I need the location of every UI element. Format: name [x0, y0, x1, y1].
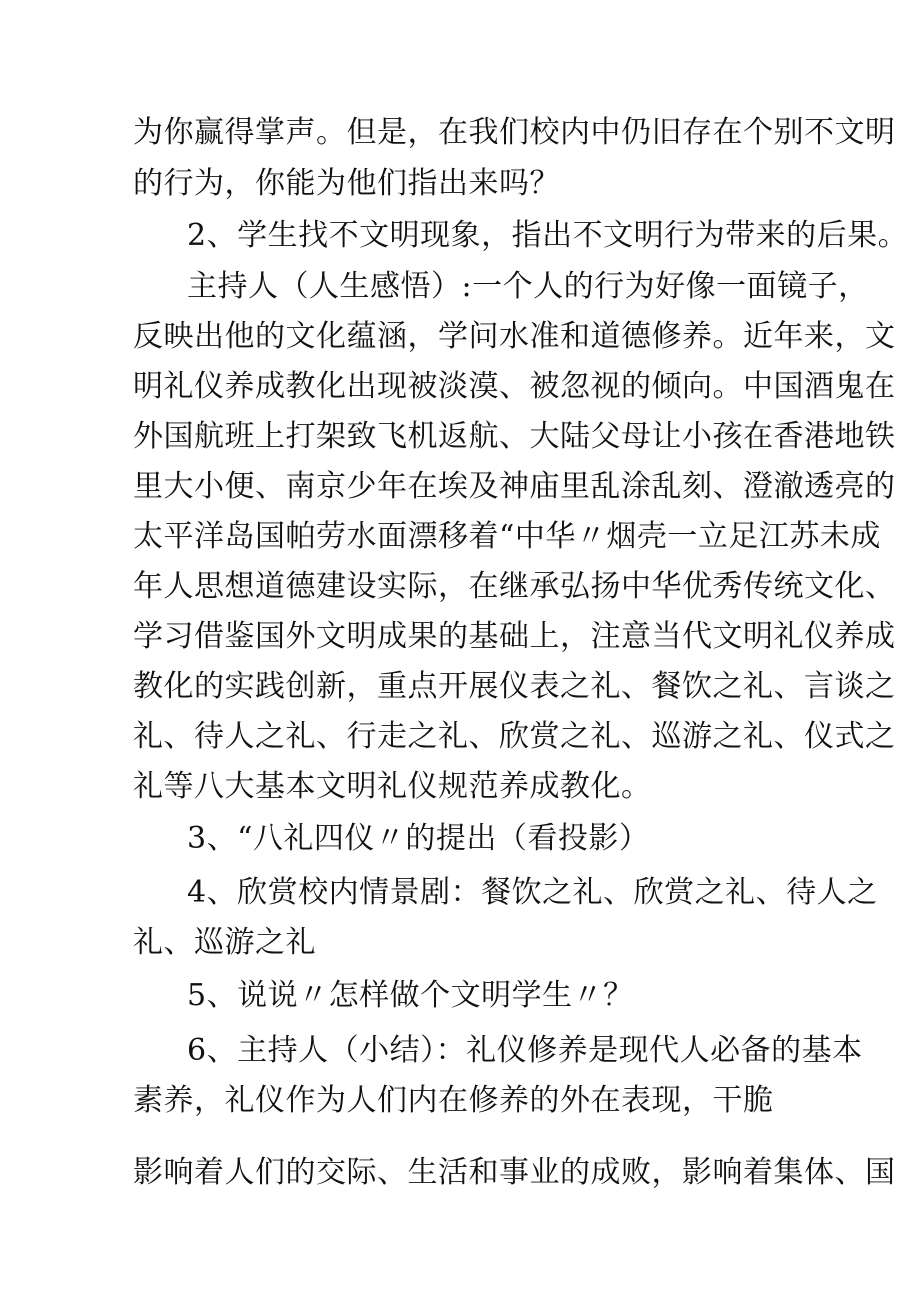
host-reflection-line: 主持人（人生感悟）:一个人的行为好像一面镜子， [187, 269, 869, 304]
paragraph-line: 礼、巡游之礼 [133, 925, 316, 960]
list-item-6: 6、主持人（小结）：礼仪修养是现代人必备的基本 [187, 1033, 863, 1068]
paragraph-line: 里大小便、南京少年在埃及神庙里乱涂乱刻、澄澈透亮的 [133, 469, 896, 504]
paragraph-line: 礼、待人之礼、行走之礼、欣赏之礼、巡游之礼、仪式之 [133, 719, 896, 754]
paragraph-line: 影响着人们的交际、生活和事业的成败，影响着集体、国 [133, 1155, 896, 1190]
paragraph-line: 为你赢得掌声。但是，在我们校内中仍旧存在个别不文明 [133, 115, 896, 150]
paragraph-line: 年人思想道德建设实际，在继承弘扬中华优秀传统文化、 [133, 569, 896, 604]
list-item-3: 3、“八礼四仪〃的提出（看投影） [187, 821, 650, 856]
paragraph-line: 学习借鉴国外文明成果的基础上，注意当代文明礼仪养成 [133, 619, 896, 654]
list-item-4: 4、欣赏校内情景剧：餐饮之礼、欣赏之礼、待人之 [187, 875, 878, 910]
list-item-5: 5、说说〃怎样做个文明学生〃？ [187, 978, 634, 1013]
paragraph-line: 反映出他的文化蕴涵，学问水准和道德修养。近年来，文 [133, 319, 896, 354]
paragraph-line: 礼等八大基本文明礼仪规范养成教化。 [133, 769, 652, 804]
paragraph-line: 外国航班上打架致飞机返航、大陆父母让小孩在香港地铁 [133, 419, 896, 454]
paragraph-line: 明礼仪养成教化出现被淡漠、被忽视的倾向。中国酒鬼在 [133, 369, 896, 404]
paragraph-line: 太平洋岛国帕劳水面漂移着“中华〃烟壳一立足江苏未成 [133, 519, 881, 554]
paragraph-line: 的行为，你能为他们指出来吗？ [133, 166, 560, 201]
paragraph-line: 素养，礼仪作为人们内在修养的外在表现，干脆 [133, 1083, 774, 1118]
list-item-2: 2、学生找不文明现象，指出不文明行为带来的后果。 [187, 218, 909, 253]
paragraph-line: 教化的实践创新，重点开展仪表之礼、餐饮之礼、言谈之 [133, 669, 896, 704]
